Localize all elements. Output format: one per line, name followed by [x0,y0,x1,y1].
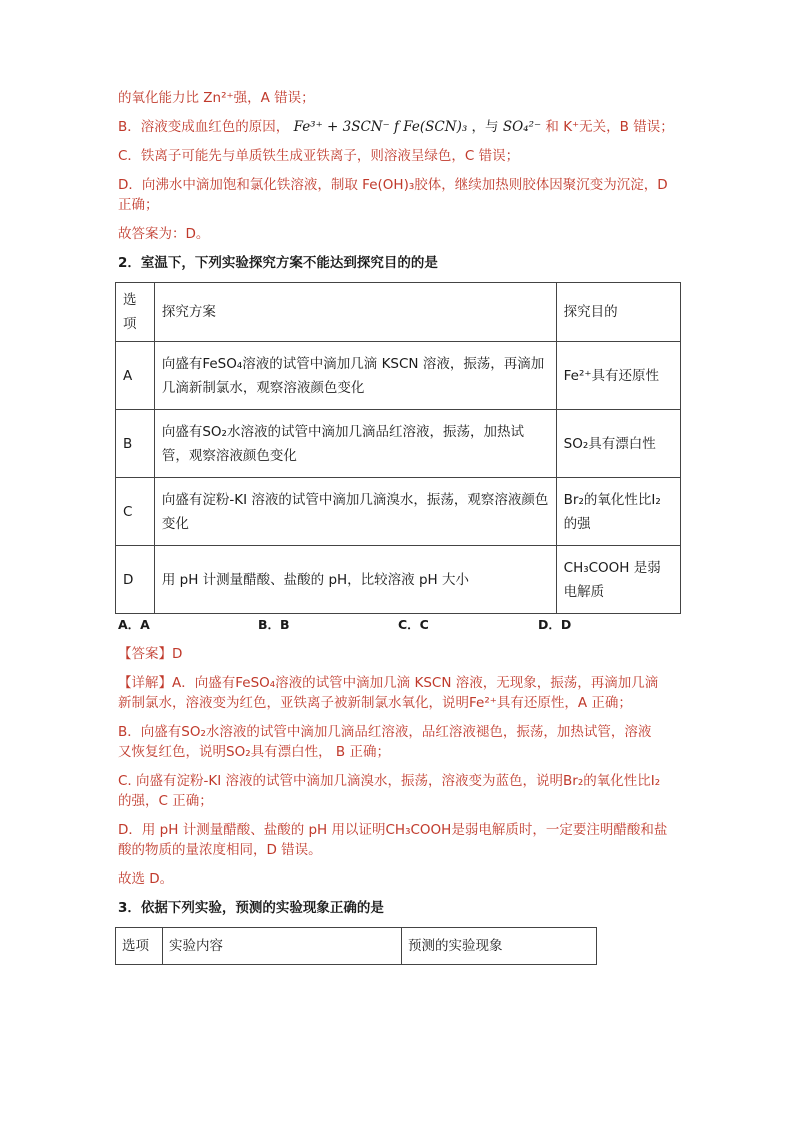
text-line: C．铁离子可能先与单质铁生成亚铁离子，则溶液呈绿色，C 错误； [118,148,520,164]
table-header-row [116,928,597,965]
sulfate-formula: SO₄²⁻ [502,119,542,135]
text-fragment: 和 K⁺无关，B 错误； [545,119,674,135]
question-stem: 2．室温下，下列实验探究方案不能达到探究目的的是 [118,255,438,271]
plan-cell: 向盛有淀粉-KI 溶液的试管中滴加几滴溴水，振荡，观察溶液颜色变化 [154,478,556,546]
document-page [118,88,688,965]
text-line: 正确； [118,197,159,213]
plan-cell: 用 pH 计测量醋酸、盐酸的 pH，比较溶液 pH 大小 [154,546,556,614]
text-line: 故答案为：D。 [118,226,210,242]
explanation-line: 又恢复红色，说明SO₂具有漂白性， B 正确； [118,744,390,760]
header-cell: 选项 [116,283,155,342]
option-cell: D [116,546,155,614]
explanation-line: 【详解】A．向盛有FeSO₄溶液的试管中滴加几滴 KSCN 溶液，无现象，振荡，再滴加几滴 [118,675,659,691]
header-cell: 选项 [116,928,163,965]
goal-cell: Fe²⁺具有还原性 [556,342,680,410]
question-table [115,927,597,965]
answer-choices [118,616,688,634]
option-cell: A [116,342,155,410]
goal-cell: CH₃COOH 是弱电解质 [556,546,680,614]
explanation-line: 的强，C 正确； [118,793,213,809]
option-cell: B [116,410,155,478]
answer-label: 【答案】D [118,646,183,662]
text-fragment: ，与 [471,119,499,135]
plan-cell: 向盛有SO₂水溶液的试管中滴加几滴品红溶液，振荡，加热试管，观察溶液颜色变化 [154,410,556,478]
table-header-row [116,283,681,342]
choice-a: A．A [118,617,150,632]
text-line: 的氧化能力比 Zn²⁺强，A 错误； [118,90,315,106]
plan-cell: 向盛有FeSO₄溶液的试管中滴加几滴 KSCN 溶液，振荡，再滴加几滴新制氯水，观察溶液颜色变化 [154,342,556,410]
header-cell: 实验内容 [163,928,402,965]
table-row [116,478,681,546]
header-cell: 预测的实验现象 [402,928,597,965]
table-row [116,546,681,614]
option-cell: C [116,478,155,546]
equation: Fe³⁺ + 3SCN⁻ f Fe(SCN)₃ [293,119,468,135]
choice-d: D．D [538,617,572,632]
text-line [118,117,688,137]
text-line: D．向沸水中滴加饱和氯化铁溶液，制取 Fe(OH)₃胶体，继续加热则胶体因聚沉变为沉淀，D [118,177,668,193]
text-fragment: B．溶液变成血红色的原因， [118,119,290,135]
explanation-line: D．用 pH 计测量醋酸、盐酸的 pH 用以证明CH₃COOH是弱电解质时，一定要注明醋酸和盐 [118,822,668,838]
choice-c: C．C [398,617,429,632]
goal-cell: Br₂的氧化性比I₂的强 [556,478,680,546]
explanation-line: 酸的物质的量浓度相同，D 错误。 [118,842,322,858]
goal-cell: SO₂具有漂白性 [556,410,680,478]
question-table [115,282,681,614]
explanation-line: B．向盛有SO₂水溶液的试管中滴加几滴品红溶液，品红溶液褪色，振荡，加热试管，溶液 [118,724,652,740]
header-cell: 探究目的 [556,283,680,342]
explanation-line: C. 向盛有淀粉-KI 溶液的试管中滴加几滴溴水，振荡，溶液变为蓝色，说明Br₂的氧化性比I₂ [118,773,661,789]
explanation-line: 新制氯水，溶液变为红色，亚铁离子被新制氯水氧化，说明Fe²⁺具有还原性，A 正确； [118,695,632,711]
choice-b: B．B [258,617,290,632]
question-stem: 3．依据下列实验，预测的实验现象正确的是 [118,900,384,916]
table-row [116,410,681,478]
header-cell: 探究方案 [154,283,556,342]
table-row [116,342,681,410]
conclusion-line: 故选 D。 [118,871,174,887]
